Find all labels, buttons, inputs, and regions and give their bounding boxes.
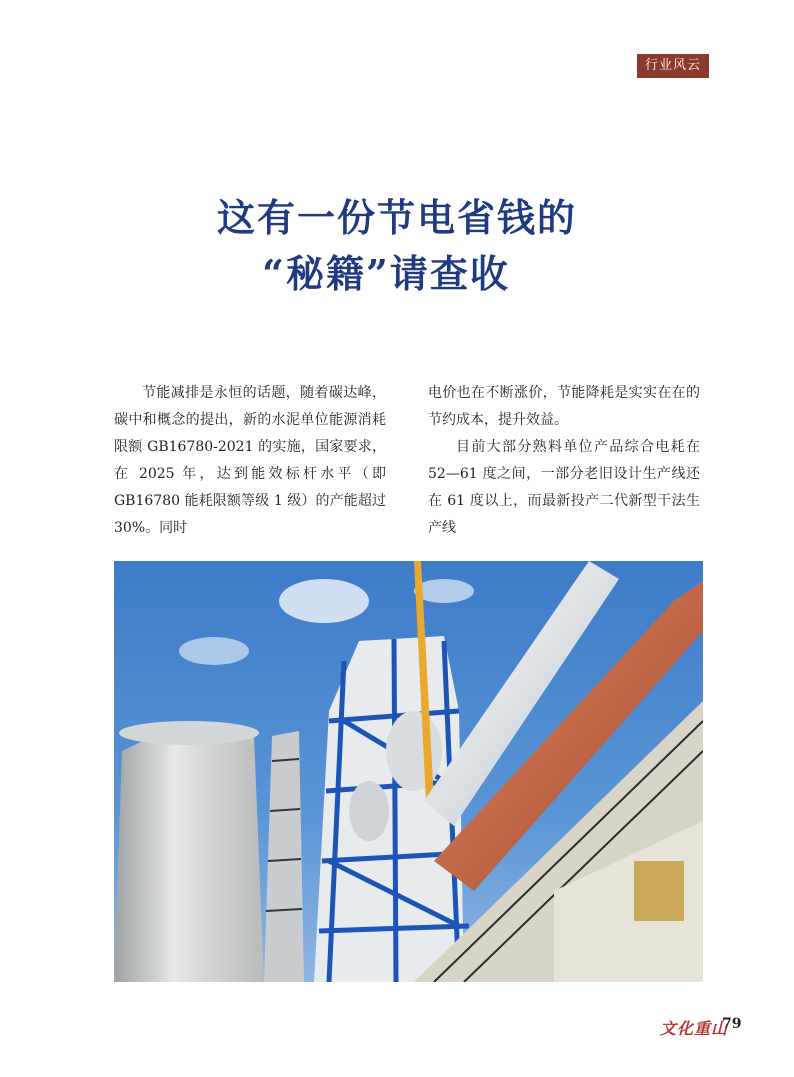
title-line-1: 这有一份节电省钱的 bbox=[216, 195, 577, 240]
title-line-2: “秘籍”请查收 bbox=[262, 251, 510, 296]
magazine-logo: 文化重山 bbox=[660, 1019, 729, 1038]
paragraph-second: 目前大部分熟料单位产品综合电耗在 52—61 度之间，一部分老旧设计生产线还在 61 度以上，而最新投产二代新型干法生产线 bbox=[428, 439, 700, 536]
article-column-right bbox=[428, 380, 700, 542]
article-column-left bbox=[114, 380, 386, 542]
article-title bbox=[0, 190, 794, 302]
cement-plant-photo bbox=[114, 561, 703, 982]
paragraph-continued: 电价也在不断涨价，节能降耗是实实在在的节约成本，提升效益。 bbox=[428, 385, 700, 428]
page-number: 79 bbox=[722, 1016, 742, 1032]
section-tag: 行业风云 bbox=[637, 54, 709, 78]
paragraph-intro: 节能减排是永恒的话题，随着碳达峰，碳中和概念的提出，新的水泥单位能源消耗限额 GB16780-2021 的实施，国家要求，在 2025 年，达到能效标杆水平（即 GB16780 能耗限额等级 1 级）的产能超过 30%。同时 bbox=[114, 385, 386, 536]
